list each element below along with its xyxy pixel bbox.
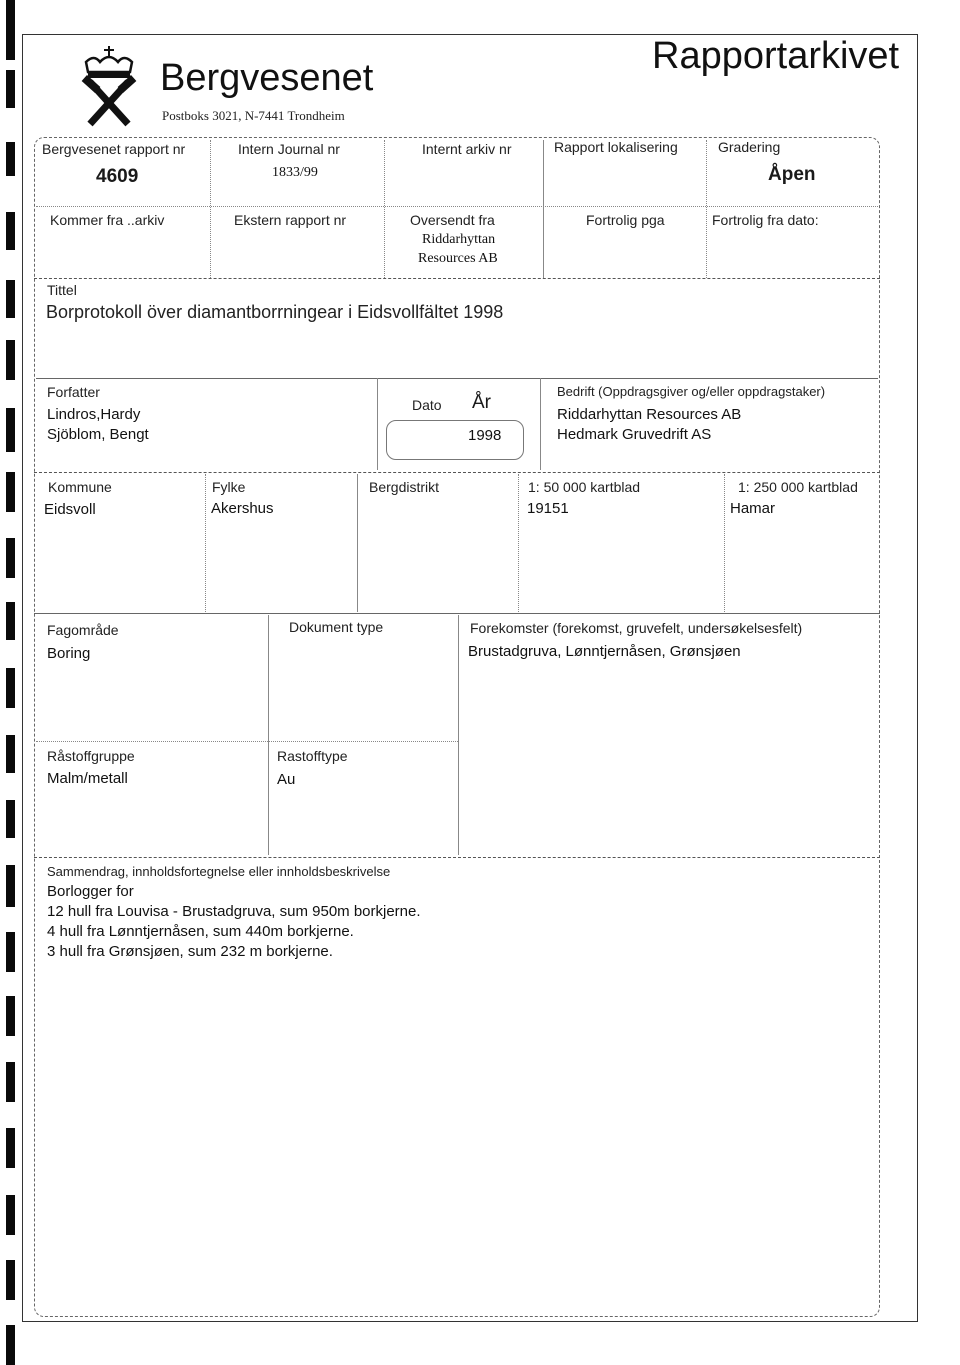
sammendrag-line: 12 hull fra Louvisa - Brustadgruva, sum 950m borkjerne. xyxy=(47,903,421,920)
dokument-type-label: Dokument type xyxy=(289,619,384,635)
oversendt-line1: Riddarhyttan xyxy=(422,232,496,247)
bedrift2: Hedmark Gruvedrift AS xyxy=(557,426,712,443)
fortrolig-dato-label: Fortrolig fra dato: xyxy=(712,212,819,228)
ekstern-rapport-label: Ekstern rapport nr xyxy=(234,212,347,228)
lokalisering-label: Rapport lokalisering xyxy=(554,139,678,155)
rapport-nr: 4609 xyxy=(96,166,139,187)
sammendrag-line: 4 hull fra Lønntjernåsen, sum 440m borkjerne. xyxy=(47,923,354,940)
kart250-label: 1: 250 000 kartblad xyxy=(738,479,858,495)
kommune-value: Eidsvoll xyxy=(44,501,96,518)
ar-label: År xyxy=(472,392,491,413)
kart250-value: Hamar xyxy=(730,500,776,517)
fagomrade-value: Boring xyxy=(47,645,91,662)
fortrolig-pga-label: Fortrolig pga xyxy=(586,212,665,228)
kommer-fra-label: Kommer fra ..arkiv xyxy=(50,212,165,228)
internt-arkiv-label: Internt arkiv nr xyxy=(422,141,512,157)
oversendt-line2: Resources AB xyxy=(418,251,498,266)
intern-journal-label: Intern Journal nr xyxy=(238,141,340,157)
bedrift-label: Bedrift (Oppdragsgiver og/eller oppdragstaker) xyxy=(557,384,826,399)
intern-journal: 1833/99 xyxy=(272,165,318,180)
sammendrag-text xyxy=(47,882,421,962)
sammendrag-line: 3 hull fra Grønsjøen, sum 232 m borkjerne. xyxy=(47,943,333,960)
tittel-value: Borprotokoll över diamantborrningear i Eidsvollfältet 1998 xyxy=(46,302,504,322)
gradering-label: Gradering xyxy=(718,139,781,155)
fylke-value: Akershus xyxy=(211,500,274,517)
rastoffgruppe-value: Malm/metall xyxy=(47,770,128,787)
org-address: Postboks 3021, N-7441 Trondheim xyxy=(162,108,345,123)
fylke-label: Fylke xyxy=(212,479,246,495)
org-name: Bergvesenet xyxy=(160,57,374,99)
forekomster-label: Forekomster (forekomst, gruvefelt, undersøkelsesfelt) xyxy=(470,620,803,636)
bedrift1: Riddarhyttan Resources AB xyxy=(557,406,742,423)
kart50-value: 19151 xyxy=(527,500,569,517)
sammendrag-line: Borlogger for xyxy=(47,883,134,900)
rapport-nr-label: Bergvesenet rapport nr xyxy=(42,141,186,157)
bergdistrikt-label: Bergdistrikt xyxy=(369,479,440,495)
rastoffgruppe-label: Råstoffgruppe xyxy=(47,748,135,764)
rastofftype-value: Au xyxy=(277,771,296,788)
ar-box xyxy=(386,420,524,460)
kart50-label: 1: 50 000 kartblad xyxy=(528,479,641,495)
forfatter-label: Forfatter xyxy=(47,384,100,400)
fagomrade-label: Fagområde xyxy=(47,622,119,638)
dato-label: Dato xyxy=(412,397,442,413)
gradering-value: Åpen xyxy=(768,164,816,185)
forfatter-name1: Lindros,Hardy xyxy=(47,406,141,423)
forekomster-value: Brustadgruva, Lønntjernåsen, Grønsjøen xyxy=(468,643,741,660)
forfatter-name2: Sjöblom, Bengt xyxy=(47,426,149,443)
archive-title: Rapportarkivet xyxy=(652,35,900,77)
logo xyxy=(80,44,138,128)
kommune-label: Kommune xyxy=(48,479,112,495)
rastofftype-label: Rastofftype xyxy=(277,748,348,764)
sammendrag-label: Sammendrag, innholdsfortegnelse eller innholdsbeskrivelse xyxy=(47,864,391,879)
oversendt-label: Oversendt fra xyxy=(410,212,495,228)
ar-value: 1998 xyxy=(468,427,502,444)
crown-crossed-hammers-icon xyxy=(80,44,138,128)
tittel-label: Tittel xyxy=(47,282,77,298)
